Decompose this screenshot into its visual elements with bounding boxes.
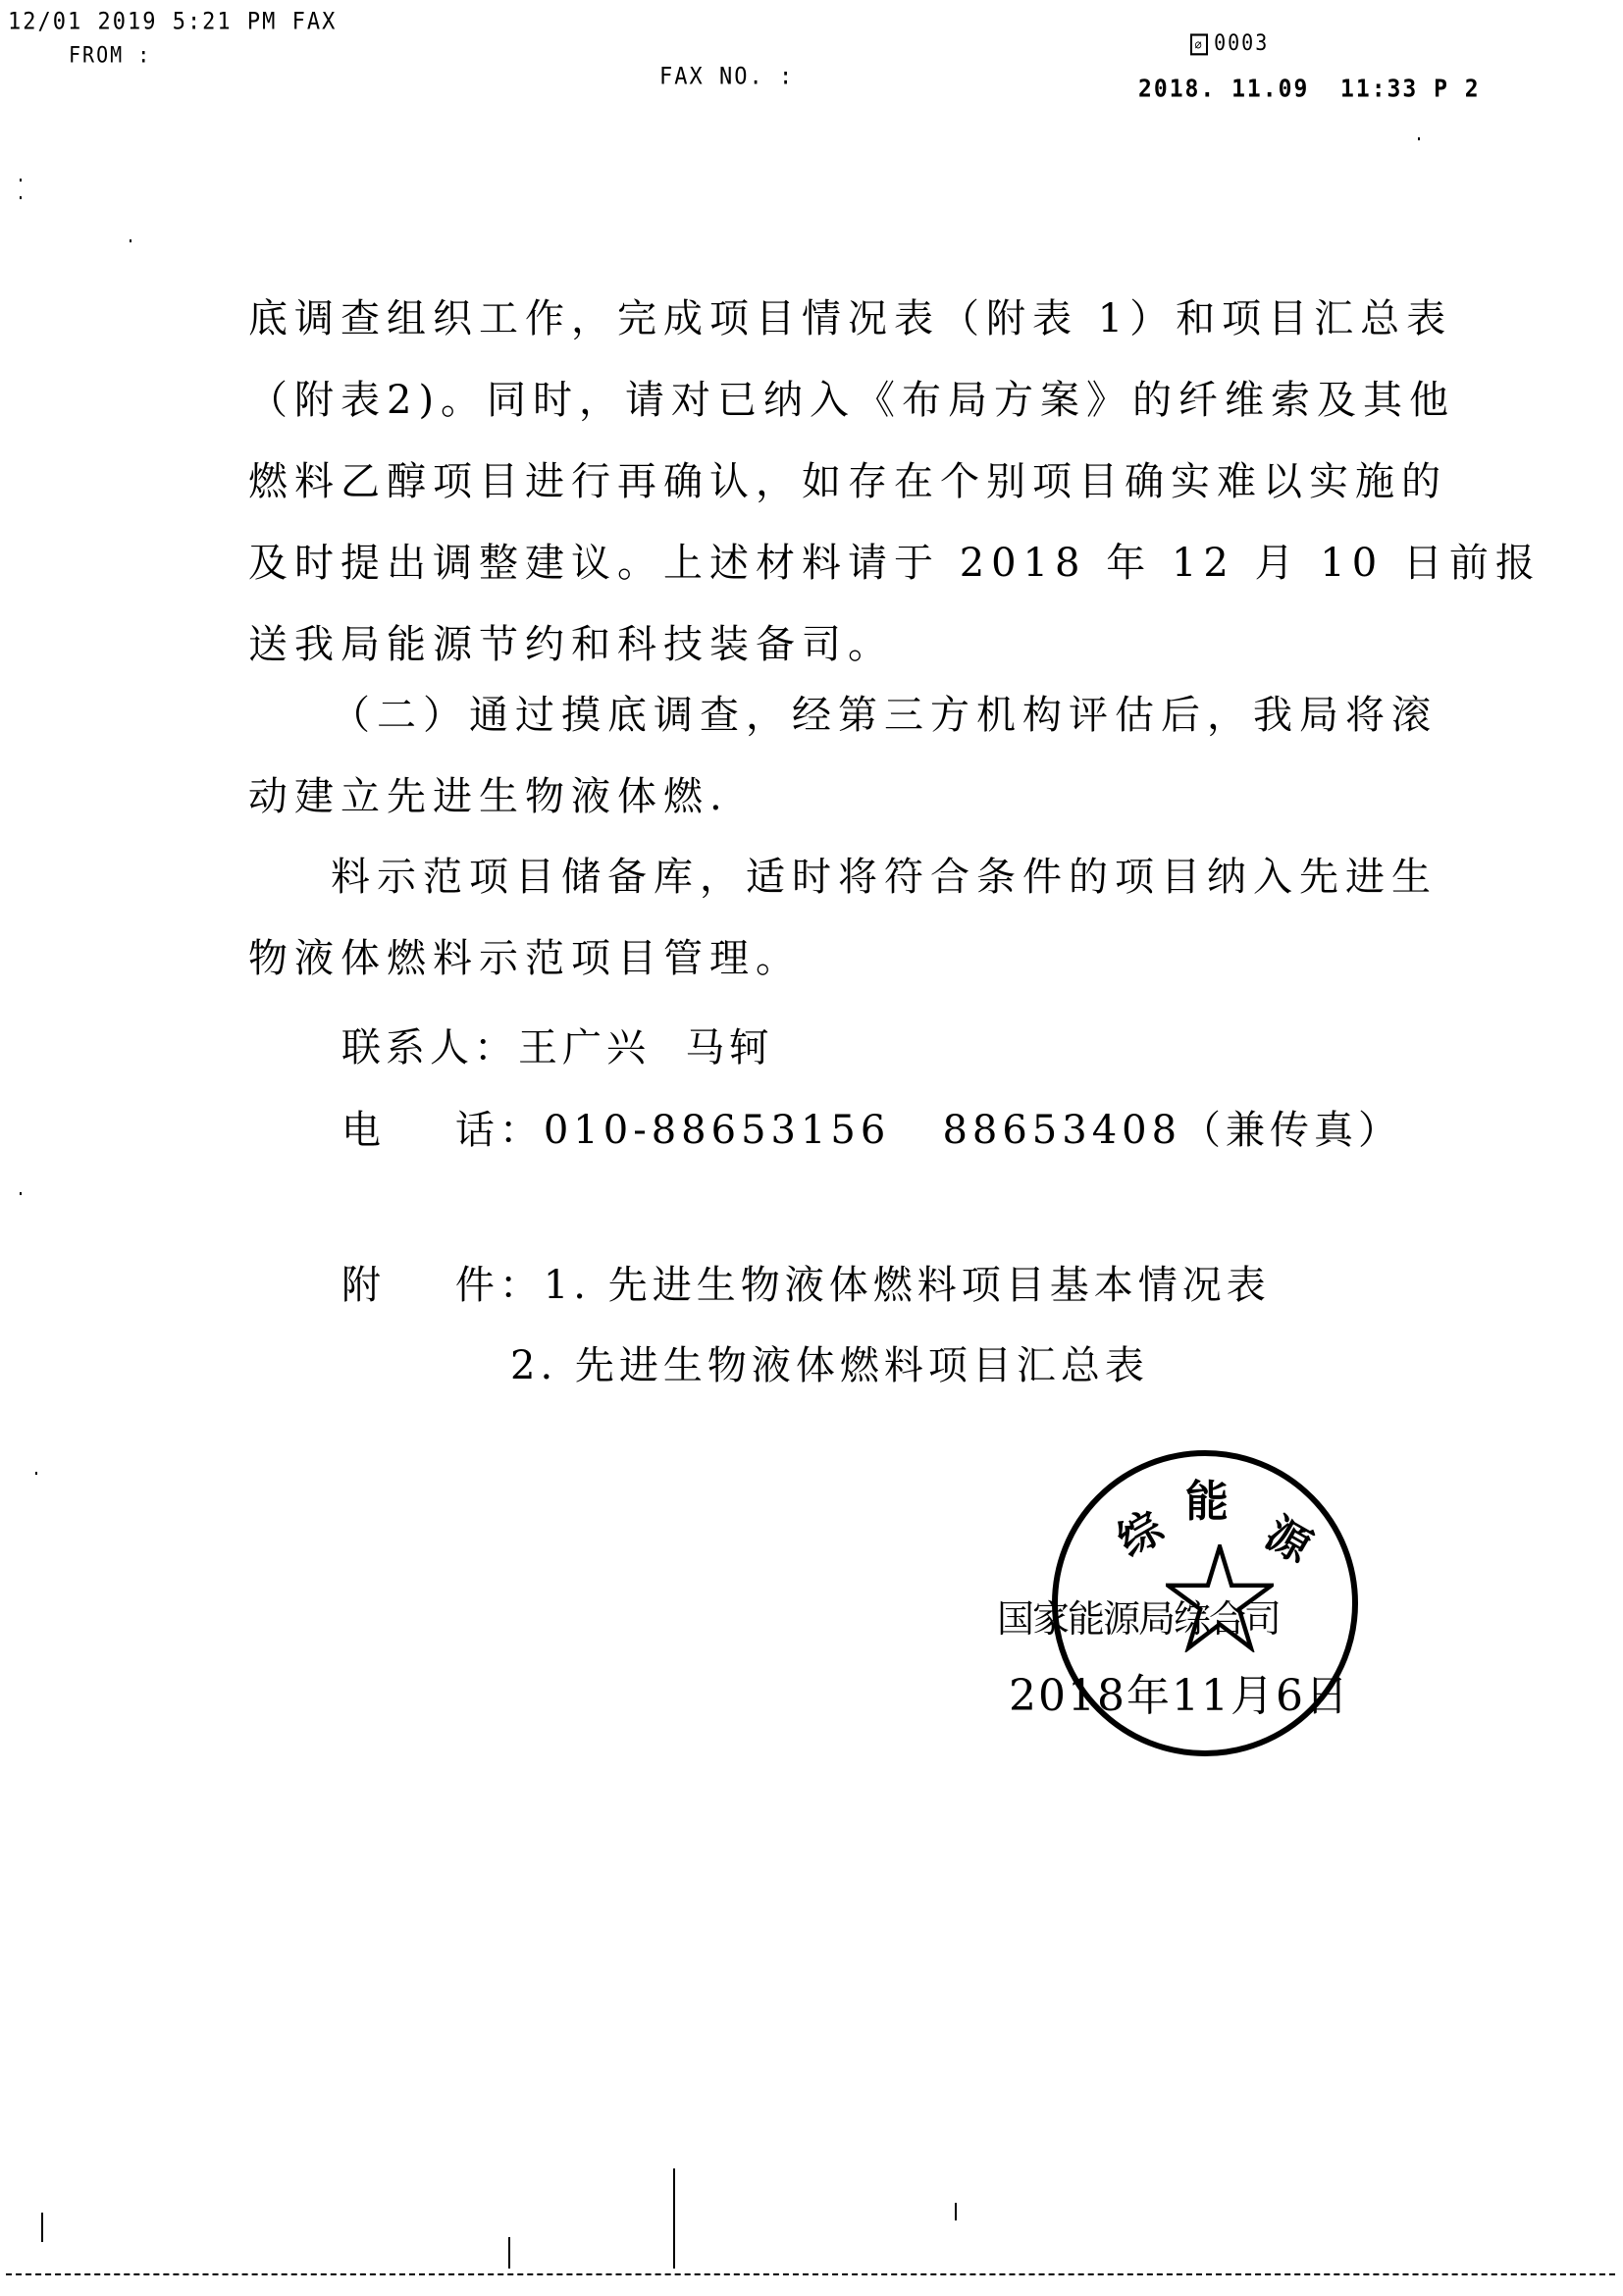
body-paragraph-3 xyxy=(248,837,1438,1000)
box-icon: ∅ xyxy=(1190,33,1208,55)
paragraph-line: 燃料乙醇项目进行再确认，如存在个别项目确实难以实施的 xyxy=(248,459,1447,504)
scan-artifact xyxy=(35,1472,37,1475)
paragraph-line: 料示范项目储备库，适时将符合条件的项目纳入先进生 xyxy=(331,855,1438,900)
scan-artifact xyxy=(20,196,22,199)
attachment-item-1 xyxy=(341,1254,1271,1310)
contact-person-label: 联系人： xyxy=(341,1025,518,1070)
scan-artifact xyxy=(20,1192,22,1195)
paragraph-line: 送我局能源节约和科技装备司。 xyxy=(248,622,894,667)
scan-artifact xyxy=(508,2237,510,2269)
seal-date: 2018年11月6日 xyxy=(1009,1671,1350,1721)
attachment-item-2: 2. 先进生物液体燃料项目汇总表 xyxy=(510,1343,1149,1388)
paragraph-line: 底调查组织工作，完成项目情况表（附表 1）和项目汇总表 xyxy=(248,296,1453,341)
paragraph-line: （附表2)。同时，请对已纳入《布局方案》的纤维索及其他 xyxy=(248,378,1456,423)
contact-phone xyxy=(341,1099,1402,1155)
body-paragraph-1 xyxy=(248,279,1542,686)
official-seal xyxy=(997,1450,1358,1756)
fax-transmit-line: 12/01 2019 5:21 PM FAX xyxy=(8,8,338,36)
paragraph-line: （二）通过摸底调查，经第三方机构评估后，我局将滚 xyxy=(331,693,1438,738)
scan-artifact xyxy=(20,179,22,182)
seal-org-name: 国家能源局综合司 xyxy=(997,1597,1281,1641)
paragraph-line: 动建立先进生物液体燃. xyxy=(248,774,729,819)
fax-page-counter xyxy=(1163,4,1269,56)
scan-artifact xyxy=(673,2168,675,2269)
seal-arc-char: 综 xyxy=(1109,1501,1173,1567)
contact-person xyxy=(341,1017,773,1072)
scan-artifact xyxy=(955,2203,957,2220)
fax-from-label: FROM : xyxy=(69,41,152,69)
scan-artifact xyxy=(130,239,131,242)
scan-artifact xyxy=(1418,137,1420,140)
fax-number-label: FAX NO. : xyxy=(659,63,795,91)
attachments-label: 附 件： xyxy=(341,1263,544,1308)
paragraph-line: 及时提出调整建议。上述材料请于 2018 年 12 月 10 日前报 xyxy=(248,541,1542,586)
seal-arc-char: 源 xyxy=(1256,1507,1320,1573)
scan-artifact xyxy=(41,2213,43,2242)
paragraph-line: 物液体燃料示范项目管理。 xyxy=(248,936,802,981)
fax-receive-stamp: 2018. 11.09 11:33 P 2 xyxy=(1138,75,1481,104)
contact-phone-numbers: 010-88653156 88653408（兼传真） xyxy=(543,1108,1403,1153)
attachment-title: 1. 先进生物液体燃料项目基本情况表 xyxy=(543,1263,1271,1308)
page-bottom-edge xyxy=(6,2273,1615,2275)
seal-arc-char: 能 xyxy=(1185,1477,1229,1527)
fax-page-number: 0003 xyxy=(1214,29,1270,56)
contact-phone-label: 电 话： xyxy=(341,1108,544,1153)
body-paragraph-2 xyxy=(248,675,1438,838)
contact-person-names: 王广兴 马轲 xyxy=(518,1025,774,1070)
